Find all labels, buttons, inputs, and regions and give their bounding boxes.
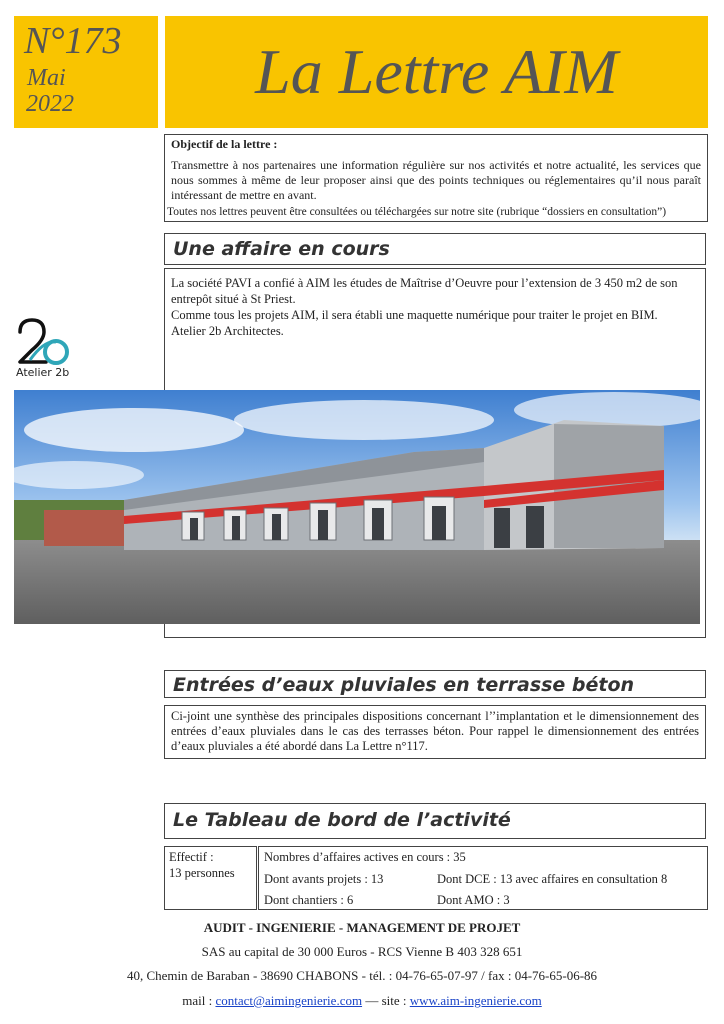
activity-cell xyxy=(258,846,708,910)
site-separator: — site : xyxy=(362,993,410,1008)
footer-tagline: AUDIT - INGENIERIE - MANAGEMENT DE PROJET xyxy=(203,920,521,935)
active-projects: Nombres d’affaires actives en cours : 35 xyxy=(264,850,466,864)
affaire-paragraph: Comme tous les projets AIM, il sera établi une maquette numérique pour traiter le projet en BIM. xyxy=(171,308,658,322)
section-title-tableau-de-bord: Le Tableau de bord de l’activité xyxy=(164,803,706,839)
website-link[interactable]: www.aim-ingenierie.com xyxy=(409,993,542,1008)
footer-contact xyxy=(0,993,724,1009)
effectif-cell xyxy=(164,846,257,910)
warehouse-illustration xyxy=(14,390,700,624)
affaire-paragraph: Atelier 2b Architectes. xyxy=(171,324,284,338)
avants-projets: Dont avants projets : 13 xyxy=(264,872,384,886)
objective-text: Transmettre à nos partenaires une information régulière sur nos activités et notre actualité, les services que nous sommes à même de leur proposer ainsi que des points techniques ou réglementaires qu’il nous paraît intéressant de mettre en avant. xyxy=(171,158,701,202)
section-title-affaire: Une affaire en cours xyxy=(164,233,706,265)
eaux-pluviales-text: Ci-joint une synthèse des principales dispositions concernant l’’implantation et le dimensionnement des entrées d’eaux pluviales dans le cas des terrasses béton. Pour rappel le dimensionnement des entrées d’eaux pluviales a été abordé dans La Lettre n°117. xyxy=(171,709,699,753)
affaire-paragraph: La société PAVI a confié à AIM les études de Maîtrise d’Oeuvre pour l’extension de 3 450 m2 de son entrepôt situé à St Priest. xyxy=(171,276,678,306)
effectif-value: 13 personnes xyxy=(169,866,235,880)
page-title: La Lettre AIM xyxy=(255,36,618,107)
section-title-eaux-pluviales: Entrées d’eaux pluviales en terrasse béton xyxy=(164,670,706,698)
amo-count: Dont AMO : 3 xyxy=(437,893,510,907)
objective-heading: Objectif de la lettre : xyxy=(171,137,278,151)
chantiers-count: Dont chantiers : 6 xyxy=(264,893,354,907)
mail-label: mail : xyxy=(182,993,216,1008)
objective-box xyxy=(164,134,708,222)
issue-number: N°173 xyxy=(24,20,122,62)
objective-note: Toutes nos lettres peuvent être consultées ou téléchargées sur notre site (rubrique “dossiers en consultation”) xyxy=(167,206,667,218)
atelier-2b-logo xyxy=(16,318,72,384)
warehouse-photo xyxy=(14,390,700,624)
section-eaux-pluviales-body xyxy=(164,705,706,759)
issue-year: 2022 xyxy=(26,91,74,117)
dce-count: Dont DCE : 13 avec affaires en consultation 8 xyxy=(437,872,668,886)
email-link[interactable]: contact@aimingenierie.com xyxy=(215,993,363,1008)
footer-address: 40, Chemin de Baraban - 38690 CHABONS - tél. : 04-76-65-07-97 / fax : 04-76-65-06-86 xyxy=(126,968,598,983)
effectif-label: Effectif : xyxy=(169,850,214,864)
logo-text: Atelier 2b xyxy=(16,366,70,379)
issue-month: Mai xyxy=(27,65,66,91)
footer-capital: SAS au capital de 30 000 Euros - RCS Vienne B 403 328 651 xyxy=(201,944,523,959)
